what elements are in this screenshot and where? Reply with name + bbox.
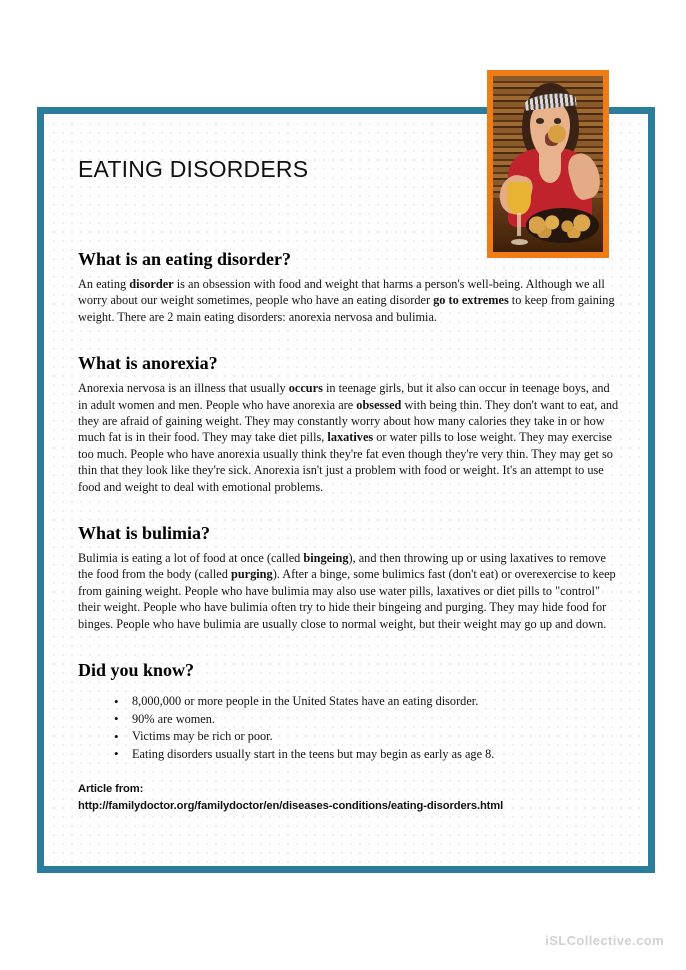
section-heading-did-you-know: Did you know? <box>78 660 195 681</box>
article-source <box>78 781 624 815</box>
section-paragraph-eating-disorder <box>78 276 620 325</box>
cookies <box>529 212 595 238</box>
emphasised-term: bingeing <box>303 551 349 566</box>
body-text-run: ), and then throwing up or using laxatives to remove the food from the body (called <box>78 551 606 582</box>
right-eye <box>554 118 562 124</box>
section-heading-anorexia: What is anorexia? <box>78 353 218 374</box>
emphasised-term: disorder <box>129 277 174 291</box>
emphasised-term: go to extremes <box>433 293 509 308</box>
photo-artwork <box>493 76 603 252</box>
emphasised-term: laxatives <box>327 430 374 445</box>
body-text-run: or water pills to lose weight. They may exercise too much. People who have anorexia usually think they're fat even though they're very thin. They may get so thin that they look like they're sick. Anorexia isn't just a problem with food or weight. It's an attempt to use food and weight to deal with emotional problems. <box>78 430 613 494</box>
body-text-run: An eating <box>78 277 130 291</box>
left-eye <box>536 118 544 124</box>
body-text-run: with being thin. They don't want to eat, and they are afraid of gaining weight. They may constantly worry about how many calories they take in or how much fat is in their food. They may take diet pills, <box>78 397 619 445</box>
body-text-run: to keep from gaining weight. There are 2 main eating disorders: anorexia nervosa and bulimia. <box>78 293 615 324</box>
body-text-run: Bulimia is eating a lot of food at once (called <box>78 551 304 566</box>
list-item: • 90% are women. <box>114 711 624 729</box>
list-item: • Eating disorders usually start in the teens but may begin as early as age 8. <box>114 746 624 764</box>
glass-foot <box>511 239 528 245</box>
body-text-run: Anorexia nervosa is an illness that usually <box>78 381 289 396</box>
emphasised-term: purging <box>230 567 273 582</box>
cookie-in-hand <box>548 125 566 143</box>
section-paragraph-anorexia <box>78 380 620 495</box>
emphasised-term: obsessed <box>356 397 402 412</box>
glass-stem <box>517 213 521 236</box>
section-heading-bulimia: What is bulimia? <box>78 523 211 544</box>
emphasised-term: occurs <box>288 381 323 396</box>
body-text-run: ). After a binge, some bulimics fast (don't eat) or overexercise to keep from gaining weight. People who have bulimia may also use water pills, laxatives or diet pills to "control" their weight. People who have bulimia often try to hide their bingeing and purging. They may hide food for binges. People who have bulimia are usually close to normal weight, but their weight may go up and down. <box>78 567 616 631</box>
dessert-glass <box>507 182 531 245</box>
article-source-label: Article from: <box>78 783 144 796</box>
woman-eating-cookies-photo <box>487 70 609 258</box>
site-watermark: iSLCollective.com <box>545 933 664 948</box>
body-text-run: is an obsession with food and weight that harms a person's well-being. Although we all worry about our weight sometimes, people who have an eating disorder <box>78 277 605 308</box>
page-title: EATING DISORDERS <box>78 156 309 182</box>
did-you-know-list <box>66 693 624 763</box>
section-heading-eating-disorder: What is an eating disorder? <box>78 249 292 269</box>
list-item: • 8,000,000 or more people in the United States have an eating disorder. <box>114 693 624 711</box>
glass-bowl <box>507 182 531 215</box>
section-paragraph-bulimia <box>78 550 620 632</box>
body-text-run: in teenage girls, but it also can occur in teenage boys, and in adult women and men. People who have anorexia are <box>78 381 610 412</box>
article-source-url: http://familydoctor.org/familydoctor/en/diseases-conditions/eating-disorders.html <box>78 800 504 813</box>
list-item: • Victims may be rich or poor. <box>114 728 624 746</box>
